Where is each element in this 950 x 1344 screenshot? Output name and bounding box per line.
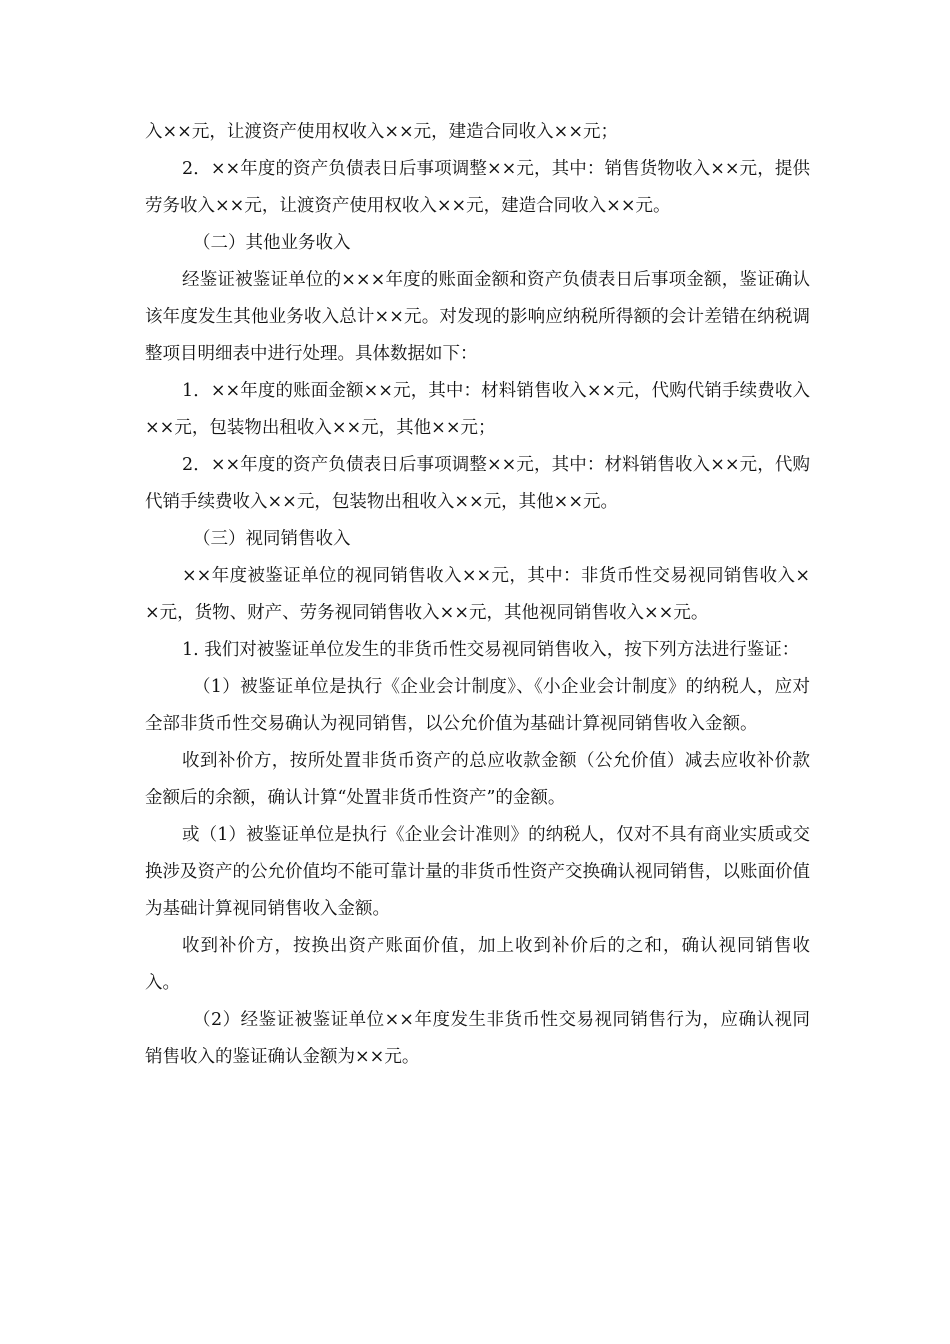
paragraph-receiving-premium-book-value: 收到补价方，按换出资产账面价值，加上收到补价后的之和，确认视同销售收入。 [145, 936, 810, 993]
paragraph-item-2-adjustment-other: 2．××年度的资产负债表日后事项调整××元，其中：材料销售收入××元，代购代销手续费收入××元，包装物出租收入××元，其他××元。 [145, 455, 810, 512]
paragraph-sub-2-confirmed-amount: （2）经鉴证被鉴证单位××年度发生非货币性交易视同销售行为，应确认视同销售收入的鉴证确认金额为××元。 [145, 1010, 810, 1067]
section-heading-other-income: （二）其他业务收入 [193, 233, 351, 253]
paragraph-item-2-adjustment: 2．××年度的资产负债表日后事项调整××元，其中：销售货物收入××元，提供劳务收入××元，让渡资产使用权收入××元，建造合同收入××元。 [145, 159, 810, 216]
paragraph-item-1-method: 1. 我们对被鉴证单位发生的非货币性交易视同销售收入，按下列方法进行鉴证： [182, 640, 800, 660]
paragraph-alt-sub-1-accounting-standards: 或（1）被鉴证单位是执行《企业会计准则》的纳税人，仅对不具有商业实质或交换涉及资产的公允价值均不能可靠计量的非货币性资产交换确认视同销售，以账面价值为基础计算视同销售收入金额。 [145, 825, 810, 919]
paragraph-continuation: 入××元，让渡资产使用权收入××元，建造合同收入××元； [145, 122, 618, 142]
paragraph-other-income-summary: 经鉴证被鉴证单位的×××年度的账面金额和资产负债表日后事项金额，鉴证确认该年度发生其他业务收入总计××元。对发现的影响应纳税所得额的会计差错在纳税调整项目明细表中进行处理。具体数据如下： [145, 270, 810, 364]
document-body [145, 114, 810, 1076]
paragraph-sub-1-accounting-system: （1）被鉴证单位是执行《企业会计制度》、《小企业会计制度》的纳税人，应对全部非货币性交易确认为视同销售，以公允价值为基础计算视同销售收入金额。 [145, 677, 810, 734]
paragraph-deemed-sales-summary: ××年度被鉴证单位的视同销售收入××元，其中：非货币性交易视同销售收入××元，货物、财产、劳务视同销售收入××元，其他视同销售收入××元。 [145, 566, 810, 623]
paragraph-item-1-book-amount: 1．××年度的账面金额××元，其中：材料销售收入××元，代购代销手续费收入××元，包装物出租收入××元，其他××元； [145, 381, 810, 438]
paragraph-receiving-premium: 收到补价方，按所处置非货币资产的总应收款金额（公允价值）减去应收补价款金额后的余额，确认计算“处置非货币性资产”的金额。 [145, 751, 810, 808]
section-heading-deemed-sales: （三）视同销售收入 [193, 529, 351, 549]
